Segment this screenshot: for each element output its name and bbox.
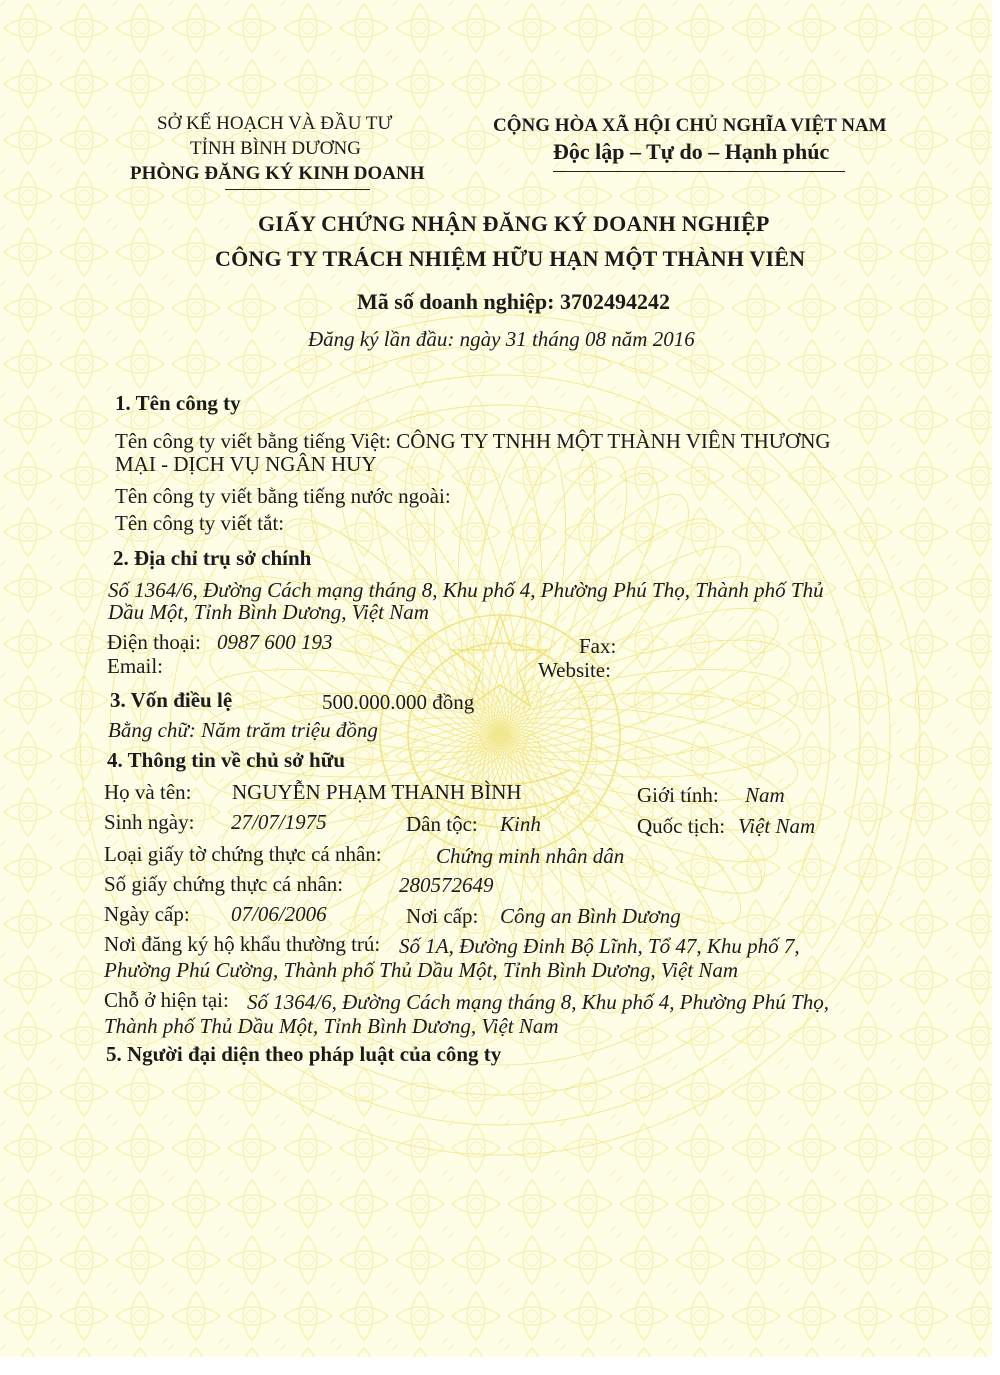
section-5-heading: 5. Người đại diện theo pháp luật của công ty xyxy=(106,1042,502,1066)
issue-place-value: Công an Bình Dương xyxy=(500,904,681,928)
company-name-foreign: Tên công ty viết bằng tiếng nước ngoài: xyxy=(115,484,451,508)
company-type-title: CÔNG TY TRÁCH NHIỆM HỮU HẠN MỘT THÀNH VIÊN xyxy=(215,246,806,271)
company-name-vn-line-1: Tên công ty viết bằng tiếng Việt: CÔNG TY TNHH MỘT THÀNH VIÊN THƯƠNG xyxy=(115,429,831,453)
motto-underline xyxy=(553,171,845,172)
ethnic-value: Kinh xyxy=(500,812,541,836)
charter-capital-amount: 500.000.000 đồng xyxy=(322,690,475,714)
charter-capital-in-words: Bằng chữ: Năm trăm triệu đồng xyxy=(108,718,378,742)
agency-line-2: TỈNH BÌNH DƯƠNG xyxy=(190,138,361,159)
certificate-title: GIẤY CHỨNG NHẬN ĐĂNG KÝ DOANH NGHIỆP xyxy=(258,211,770,236)
dob-value: 27/07/1975 xyxy=(231,810,327,834)
permanent-address-line-1: Số 1A, Đường Đinh Bộ Lĩnh, Tổ 47, Khu phố 7, xyxy=(399,934,800,958)
permanent-address-line-2: Phường Phú Cường, Thành phố Thủ Dầu Một, Tỉnh Bình Dương, Việt Nam xyxy=(104,958,739,982)
id-number-value: 280572649 xyxy=(399,873,494,897)
head-office-address-line-1: Số 1364/6, Đường Cách mạng tháng 8, Khu phố 4, Phường Phú Thọ, Thành phố Thủ xyxy=(108,578,824,602)
issue-date-value: 07/06/2006 xyxy=(231,902,327,926)
fax-label: Fax: xyxy=(579,634,617,658)
section-4-heading: 4. Thông tin về chủ sở hữu xyxy=(107,748,346,772)
issue-place-label: Nơi cấp: xyxy=(406,904,479,928)
nationality-label: Quốc tịch: xyxy=(637,814,726,838)
agency-underline xyxy=(225,189,370,190)
current-address-label: Chỗ ở hiện tại: xyxy=(104,988,229,1012)
company-name-vn-line-2: MẠI - DỊCH VỤ NGÂN HUY xyxy=(115,452,377,476)
section-1-heading: 1. Tên công ty xyxy=(115,391,241,415)
gender-label: Giới tính: xyxy=(637,783,719,807)
scan-edge-bottom xyxy=(0,1357,1000,1375)
national-motto: Độc lập – Tự do – Hạnh phúc xyxy=(553,139,830,164)
current-address-line-1: Số 1364/6, Đường Cách mạng tháng 8, Khu phố 4, Phường Phú Thọ, xyxy=(247,990,829,1014)
owner-name-label: Họ và tên: xyxy=(104,780,192,804)
scan-edge-right xyxy=(992,0,1000,1375)
first-registration-date: Đăng ký lần đầu: ngày 31 tháng 08 năm 2016 xyxy=(308,327,695,351)
section-2-heading: 2. Địa chỉ trụ sở chính xyxy=(113,546,312,570)
dob-label: Sinh ngày: xyxy=(104,810,195,834)
head-office-address-line-2: Dầu Một, Tỉnh Bình Dương, Việt Nam xyxy=(108,600,429,624)
website-label: Website: xyxy=(538,658,611,682)
issue-date-label: Ngày cấp: xyxy=(104,902,190,926)
gender-value: Nam xyxy=(745,783,785,807)
company-name-short: Tên công ty viết tắt: xyxy=(115,511,285,535)
permanent-address-label: Nơi đăng ký hộ khẩu thường trú: xyxy=(104,932,381,956)
country-name: CỘNG HÒA XÃ HỘI CHỦ NGHĨA VIỆT NAM xyxy=(493,115,887,136)
enterprise-code: Mã số doanh nghiệp: 3702494242 xyxy=(357,289,670,314)
phone-value: 0987 600 193 xyxy=(217,630,333,654)
phone-label: Điện thoại: xyxy=(107,630,201,654)
ethnic-label: Dân tộc: xyxy=(406,812,478,836)
id-number-label: Số giấy chứng thực cá nhân: xyxy=(104,872,344,896)
id-type-label: Loại giấy tờ chứng thực cá nhân: xyxy=(104,842,382,866)
owner-name-value: NGUYỄN PHẠM THANH BÌNH xyxy=(232,780,522,804)
agency-line-1: SỞ KẾ HOẠCH VÀ ĐẦU TƯ xyxy=(157,113,393,134)
current-address-line-2: Thành phố Thủ Dầu Một, Tỉnh Bình Dương, Việt Nam xyxy=(104,1014,559,1038)
agency-line-3: PHÒNG ĐĂNG KÝ KINH DOANH xyxy=(130,163,425,184)
section-3-heading: 3. Vốn điều lệ xyxy=(110,688,233,712)
email-label: Email: xyxy=(107,654,163,678)
nationality-value: Việt Nam xyxy=(738,814,816,838)
id-type-value: Chứng minh nhân dân xyxy=(436,844,625,868)
